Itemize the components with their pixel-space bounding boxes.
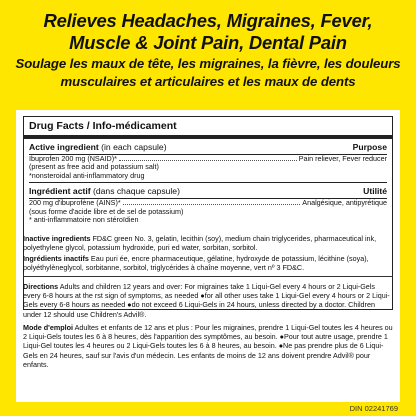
active-ingredient-value: Ibuprofen 200 mg (NSAID)* bbox=[29, 154, 117, 163]
active-ingredient-qualifier: (in each capsule) bbox=[101, 142, 167, 152]
purpose-label: Purpose bbox=[352, 142, 387, 152]
directions-en bbox=[23, 282, 393, 319]
headline-en-line-2: Muscle & Joint Pain, Dental Pain bbox=[69, 32, 347, 53]
active-note-1-en: (present as free acid and potassium salt) bbox=[29, 162, 159, 172]
ingredient-actif-label: Ingrédient actif bbox=[29, 186, 91, 197]
purpose-value: Pain reliever, Fever reducer bbox=[298, 154, 387, 163]
ingredients-inactifs-text: Eau puri ée, encre pharmaceutique, gélatine, hydroxyde de potassium, lécithine (soya), polyéthylèneglycol, sorbitanne, sorbitol, triglycérides à chaîne moyenne, vert nº 3 FD&C. bbox=[23, 254, 369, 273]
directions-fr bbox=[23, 323, 393, 369]
ingredients-inactifs-label: Ingrédients inactifs bbox=[23, 254, 89, 263]
headline-fr-line-2: musculaires et articulaires et les maux de dents bbox=[60, 74, 356, 89]
active-note-2-en: *nonsteroidal anti-inflammatory drug bbox=[29, 170, 145, 180]
inactive-ingredients-label: Inactive ingredients bbox=[23, 234, 91, 243]
inactive-ingredients-fr bbox=[23, 254, 393, 272]
dot-leader bbox=[123, 204, 301, 205]
utilite-value: Analgésique, antipyrétique bbox=[302, 198, 387, 208]
drug-facts-box bbox=[23, 116, 393, 310]
inactive-ingredients-text: FD&C green No. 3, gelatin, lecithin (soy), medium chain triglycerides, pharmaceutical ink, polyethylene glycol, potassium hydroxide, puri ed water, sorbitan, sorbitol. bbox=[23, 234, 377, 253]
active-note-1-fr: (sous forme d'acide libre et de sel de potassium) bbox=[29, 206, 184, 216]
drug-facts-panel bbox=[16, 110, 400, 402]
din-number: DIN 02241769 bbox=[349, 404, 398, 413]
utilite-label: Utilité bbox=[363, 186, 387, 197]
active-ingredient-header-fr bbox=[24, 186, 392, 196]
ingredient-actif-value: 200 mg d'ibuprofène (AINS)* bbox=[29, 198, 121, 208]
mode-emploi-text: Adultes et enfants de 12 ans et plus : Pour les migraines, prendre 1 Liqui-Gel toutes les 4 heures ou 2 Liqui-Gels toutes les 6 à 8 heures, dès l'apparition des symptômes, au besoin. ●Pour tout autre usage, prendre 1 Liqui-Gel toutes les 4 heures ou 2 Liqui-Gels toutes les 6 à 8 heures, au besoin. ●Ne pas prendre plus de 6 Liqui-Gels en 24 heures, sauf sur l'avis d'un médecin. Les enfants de moins de 12 ans doivent prendre Advil® pour enfants. bbox=[23, 323, 393, 369]
divider bbox=[23, 276, 393, 277]
active-ingredient-label: Active ingredient bbox=[29, 142, 99, 152]
dot-leader bbox=[119, 160, 297, 161]
drug-facts-title: Drug Facts / Info-médicament bbox=[24, 117, 392, 139]
headline-fr-line-1: Soulage les maux de tête, les migraines, la fièvre, les douleurs bbox=[15, 56, 401, 71]
ingredient-actif-qualifier: (dans chaque capsule) bbox=[93, 186, 180, 197]
directions-label: Directions bbox=[23, 282, 59, 291]
active-ingredient-header-en bbox=[24, 142, 392, 152]
headline bbox=[0, 10, 416, 90]
active-note-2-fr: * anti-inflammatoire non stéroïdien bbox=[29, 215, 139, 225]
directions-text: Adults and children 12 years and over: For migraines take 1 Liqui-Gel every 4 hours or 2 Liqui-Gels every 6-8 hours at the rst sign of symptoms, as needed ●for all other uses take 1 Liqui-Gel every 4 hours or 2 Liqui-Gels every 6-8 hours as needed ●do not exceed 6 Liqui-Gels in 24 hours, unless directed by a doctor. Children under 12 should use Children's Advil®. bbox=[23, 282, 390, 319]
headline-en-line-1: Relieves Headaches, Migraines, Fever, bbox=[43, 10, 373, 31]
mode-emploi-label: Mode d'emploi bbox=[23, 323, 74, 332]
divider bbox=[29, 182, 387, 183]
inactive-ingredients-en bbox=[23, 234, 393, 252]
